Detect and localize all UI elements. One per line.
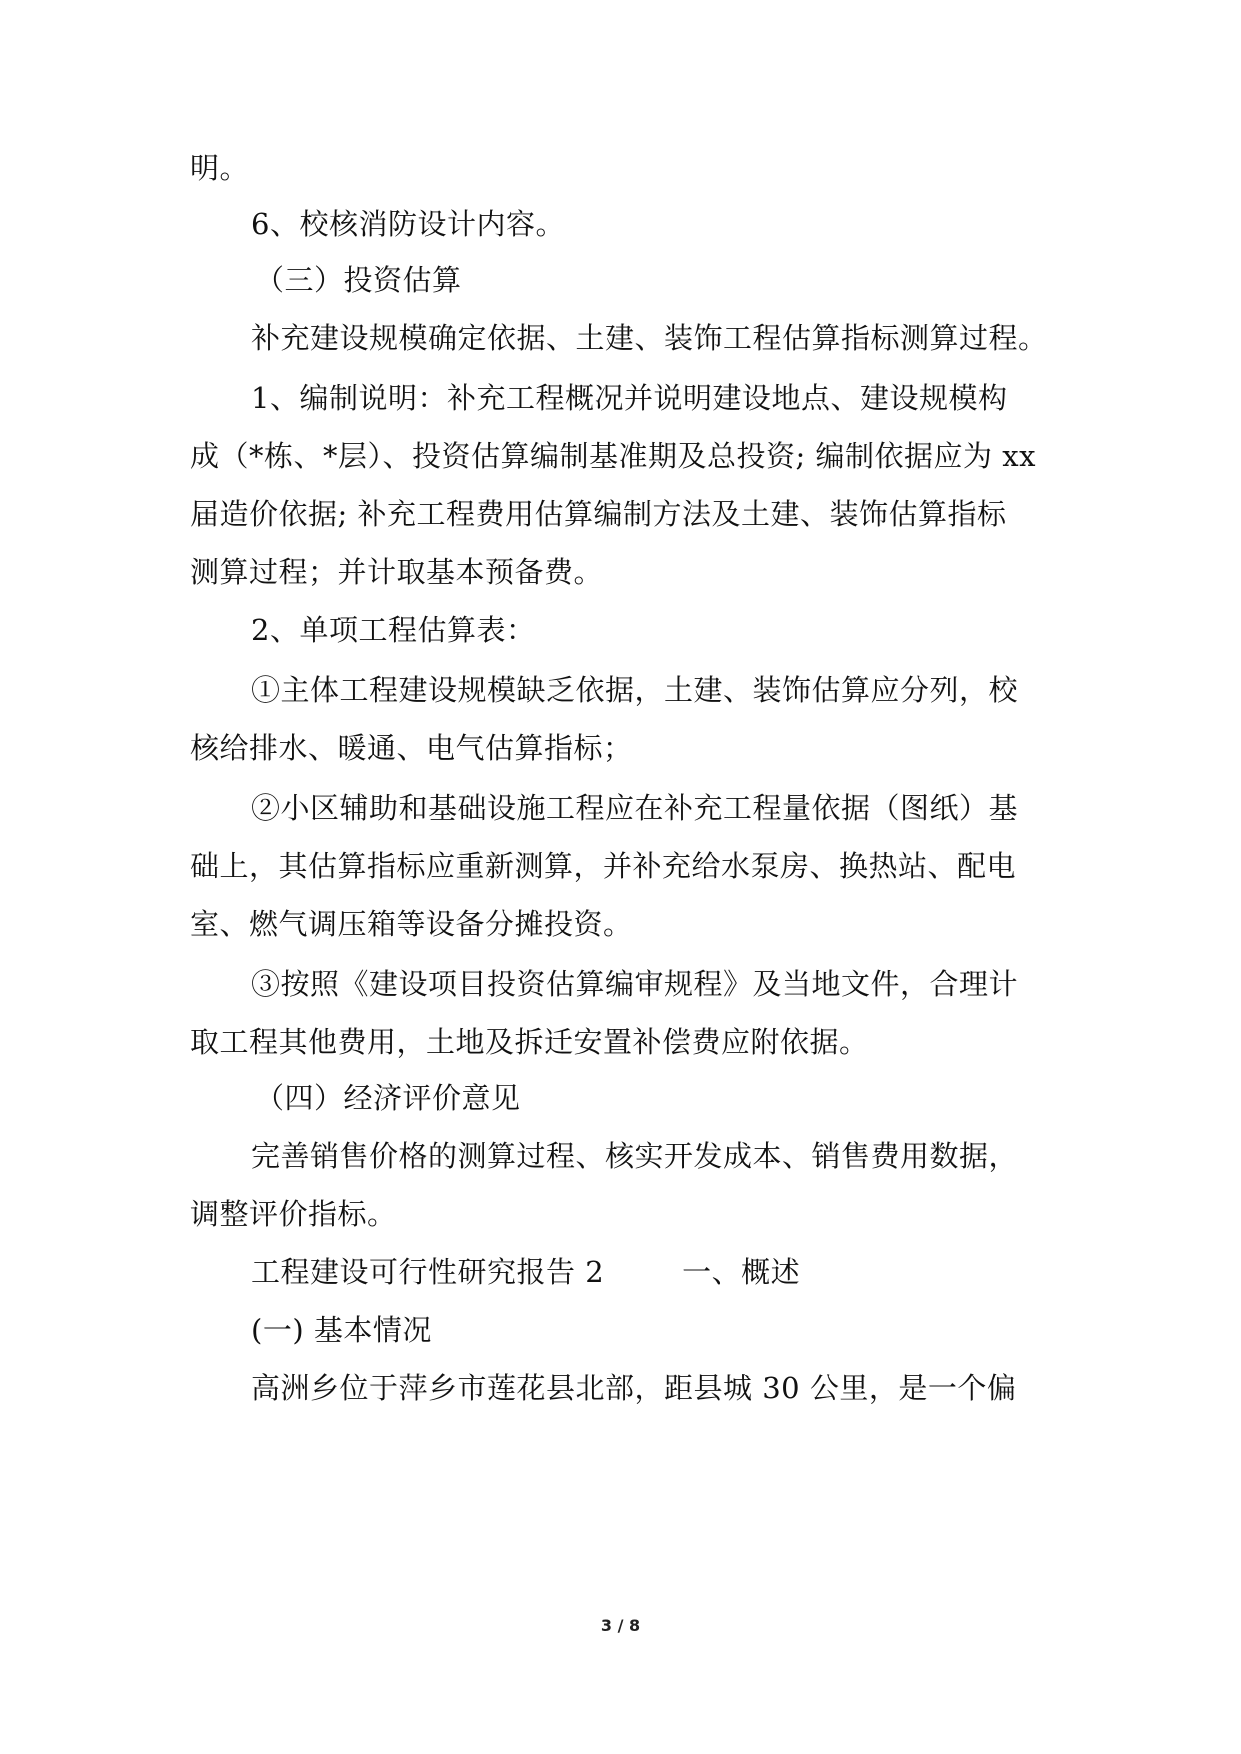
chapter-heading: 一、概述 [682,1255,801,1289]
section-heading: (一) 基本情况 [251,1313,432,1347]
report-title: 工程建设可行性研究报告 2 [251,1255,605,1289]
paragraph-line: 明。 [190,151,250,185]
paragraph-line: 础上，其估算指标应重新测算，并补充给水泵房、换热站、配电 [190,849,1017,883]
paragraph-line: 届造价依据; 补充工程费用估算编制方法及土建、装饰估算指标 [190,497,1007,531]
report-title-line [251,1252,800,1292]
paragraph-line: 2、单项工程估算表： [251,613,536,647]
paragraph-line: 成（*栋、*层）、投资估算编制基准期及总投资; 编制依据应为 xx [190,439,1036,473]
paragraph-line: 1、编制说明：补充工程概况并说明建设地点、建设规模构 [251,381,1008,415]
list-item-line: 6、校核消防设计内容。 [251,207,565,241]
paragraph-line: 核给排水、暖通、电气估算指标； [190,731,633,765]
paragraph-line: 室、燃气调压箱等设备分摊投资。 [190,907,633,941]
paragraph-line: 完善销售价格的测算过程、核实开发成本、销售费用数据， [251,1139,1019,1173]
paragraph-line: 取工程其他费用，土地及拆迁安置补偿费应附依据。 [190,1025,869,1059]
paragraph-line: 测算过程；并计取基本预备费。 [190,555,604,589]
section-heading: （四）经济评价意见 [255,1081,521,1115]
page-number: 3 / 8 [600,1616,641,1635]
paragraph-line: 补充建设规模确定依据、土建、装饰工程估算指标测算过程。 [251,321,1048,355]
section-heading: （三）投资估算 [255,263,462,297]
paragraph-line: 调整评价指标。 [190,1197,397,1231]
paragraph-line: ③按照《建设项目投资估算编审规程》及当地文件，合理计 [251,967,1019,1001]
paragraph-line: ②小区辅助和基础设施工程应在补充工程量依据（图纸）基 [251,791,1019,825]
paragraph-line: ①主体工程建设规模缺乏依据，土建、装饰估算应分列，校 [251,673,1019,707]
paragraph-line: 高洲乡位于萍乡市莲花县北部，距县城 30 公里，是一个偏 [251,1371,1017,1405]
